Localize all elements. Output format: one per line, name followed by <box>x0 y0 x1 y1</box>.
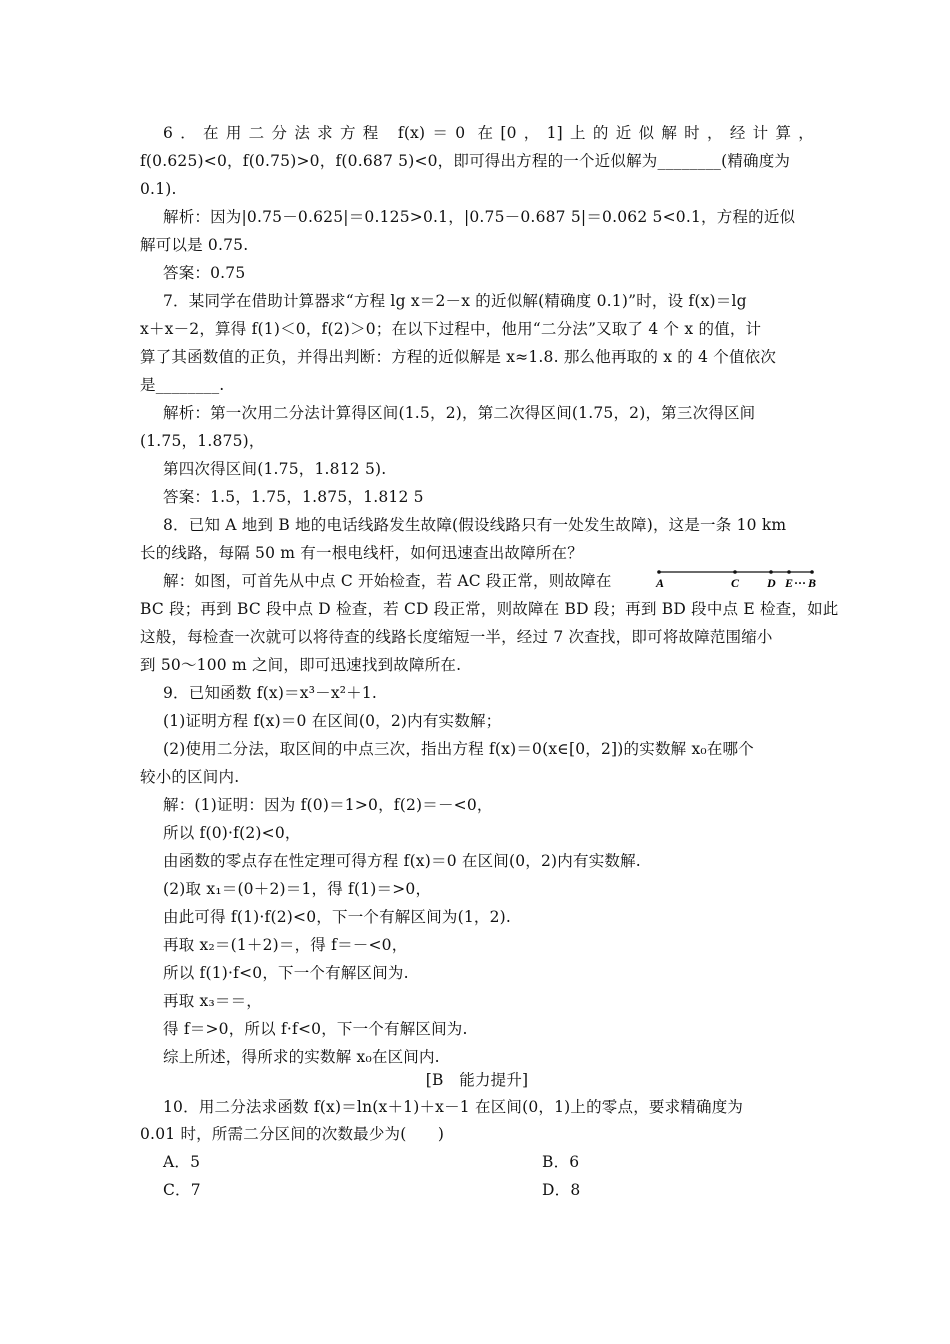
problem-7-analysis-2: (1.75，1.875)， <box>140 432 265 450</box>
problem-6-analysis-1: 解析：因为|0.75－0.625|＝0.125>0.1，|0.75－0.687 5|＝0.062 5<0.1，方程的近似 <box>163 208 796 226</box>
problem-9-solution-1: 解：(1)证明：因为 f(0)＝1>0，f(2)＝－<0， <box>163 796 493 814</box>
problem-7-line-3: 算了其函数值的正负，并得出判断：方程的近似解是 x≈1.8. 那么他再取的 x 的 4 个值依次 <box>140 348 777 366</box>
problem-8-line-1: 8．已知 A 地到 B 地的电话线路发生故障(假设线路只有一处发生故障)，这是一条 10 km <box>163 516 787 534</box>
problem-10-line-1: 10．用二分法求函数 f(x)＝ln(x＋1)＋x－1 在区间(0，1)上的零点，要求精确度为 <box>163 1098 744 1116</box>
label-a: A <box>656 576 665 590</box>
problem-7-analysis-1: 解析：第一次用二分法计算得区间(1.5，2)，第二次得区间(1.75，2)，第三次得区间 <box>163 404 756 422</box>
problem-10-option-d: D．8 <box>542 1181 581 1199</box>
point-a <box>657 570 661 574</box>
problem-9-part-1: (1)证明方程 f(x)＝0 在区间(0，2)内有实数解； <box>163 712 502 730</box>
problem-9-solution-6: 再取 x₂＝(1＋2)＝，得 f＝－<0， <box>163 936 408 954</box>
label-c: C <box>731 576 740 590</box>
problem-9-solution-4: (2)取 x₁＝(0＋2)＝1，得 f(1)＝>0， <box>163 880 432 898</box>
problem-6-line-2: f(0.625)<0，f(0.75)>0，f(0.687 5)<0，即可得出方程的一个近似解为________(精确度为 <box>140 152 791 170</box>
problem-9-solution-7: 所以 f(1)·f<0，下一个有解区间为. <box>163 964 409 982</box>
problem-6-line-3: 0.1). <box>140 180 177 198</box>
problem-8-solution-1: 解：如图，可首先从中点 C 开始检查，若 AC 段正常，则故障在 <box>163 572 612 590</box>
problem-9-solution-10: 综上所述，得所求的实数解 x₀在区间内. <box>163 1048 440 1066</box>
problem-9-line-1: 9．已知函数 f(x)＝x³－x²＋1. <box>163 684 378 702</box>
label-e: E <box>785 576 794 590</box>
problem-9-part-2a: (2)使用二分法，取区间的中点三次，指出方程 f(x)＝0(x∈[0，2])的实数解 x₀在哪个 <box>163 740 754 758</box>
problem-7-answer: 答案：1.5，1.75，1.875，1.812 5 <box>163 488 424 506</box>
fault-line-diagram <box>655 565 820 591</box>
problem-7-analysis-3: 第四次得区间(1.75，1.812 5). <box>163 460 387 478</box>
point-e <box>787 570 791 574</box>
problem-8-solution-3: 这般，每检查一次就可以将待查的线路长度缩短一半，经过 7 次查找，即可将故障范围缩小 <box>140 628 773 646</box>
problem-9-solution-9: 得 f＝>0，所以 f·f<0，下一个有解区间为. <box>163 1020 468 1038</box>
problem-9-solution-2: 所以 f(0)·f(2)<0， <box>163 824 301 842</box>
problem-9-solution-8: 再取 x₃＝＝， <box>163 992 262 1010</box>
problem-7-line-4: 是________. <box>140 376 225 394</box>
problem-10-option-a: A．5 <box>163 1153 201 1171</box>
problem-10-line-2: 0.01 时，所需二分区间的次数最少为( ) <box>140 1125 445 1143</box>
problem-8-solution-2: BC 段；再到 BC 段中点 D 检查，若 CD 段正常，则故障在 BD 段；再到 BD 段中点 E 检查，如此 <box>140 600 839 618</box>
problem-6-line-1: 6．在用二分法求方程 f(x)＝0 在[0，1]上的近似解时，经计算， <box>163 124 814 142</box>
label-dots: ··· <box>794 576 807 590</box>
problem-10-option-b: B．6 <box>542 1153 580 1171</box>
problem-8-line-2: 长的线路，每隔 50 m 有一根电线杆，如何迅速查出故障所在？ <box>140 544 583 562</box>
problem-9-solution-3: 由函数的零点存在性定理可得方程 f(x)＝0 在区间(0，2)内有实数解. <box>163 852 641 870</box>
problem-9-part-2b: 较小的区间内. <box>140 768 240 786</box>
problem-8-solution-4: 到 50～100 m 之间，即可迅速找到故障所在. <box>140 656 462 674</box>
problem-6-analysis-2: 解可以是 0.75. <box>140 236 249 254</box>
problem-10-option-c: C．7 <box>163 1181 201 1199</box>
problem-7-line-2: x＋x－2，算得 f(1)＜0，f(2)＞0；在以下过程中，他用“二分法”又取了 4 个 x 的值，计 <box>140 320 762 338</box>
point-b <box>810 570 814 574</box>
problem-6-answer: 答案：0.75 <box>163 264 246 282</box>
problem-9-solution-5: 由此可得 f(1)·f(2)<0，下一个有解区间为(1，2). <box>163 908 512 926</box>
label-b: B <box>808 576 817 590</box>
problem-7-line-1: 7．某同学在借助计算器求“方程 lg x＝2－x 的近似解(精确度 0.1)”时，设 f(x)＝lg <box>163 292 747 310</box>
point-c <box>733 570 737 574</box>
point-d <box>769 570 773 574</box>
label-d: D <box>767 576 776 590</box>
section-heading: [B 能力提升] <box>425 1071 529 1089</box>
